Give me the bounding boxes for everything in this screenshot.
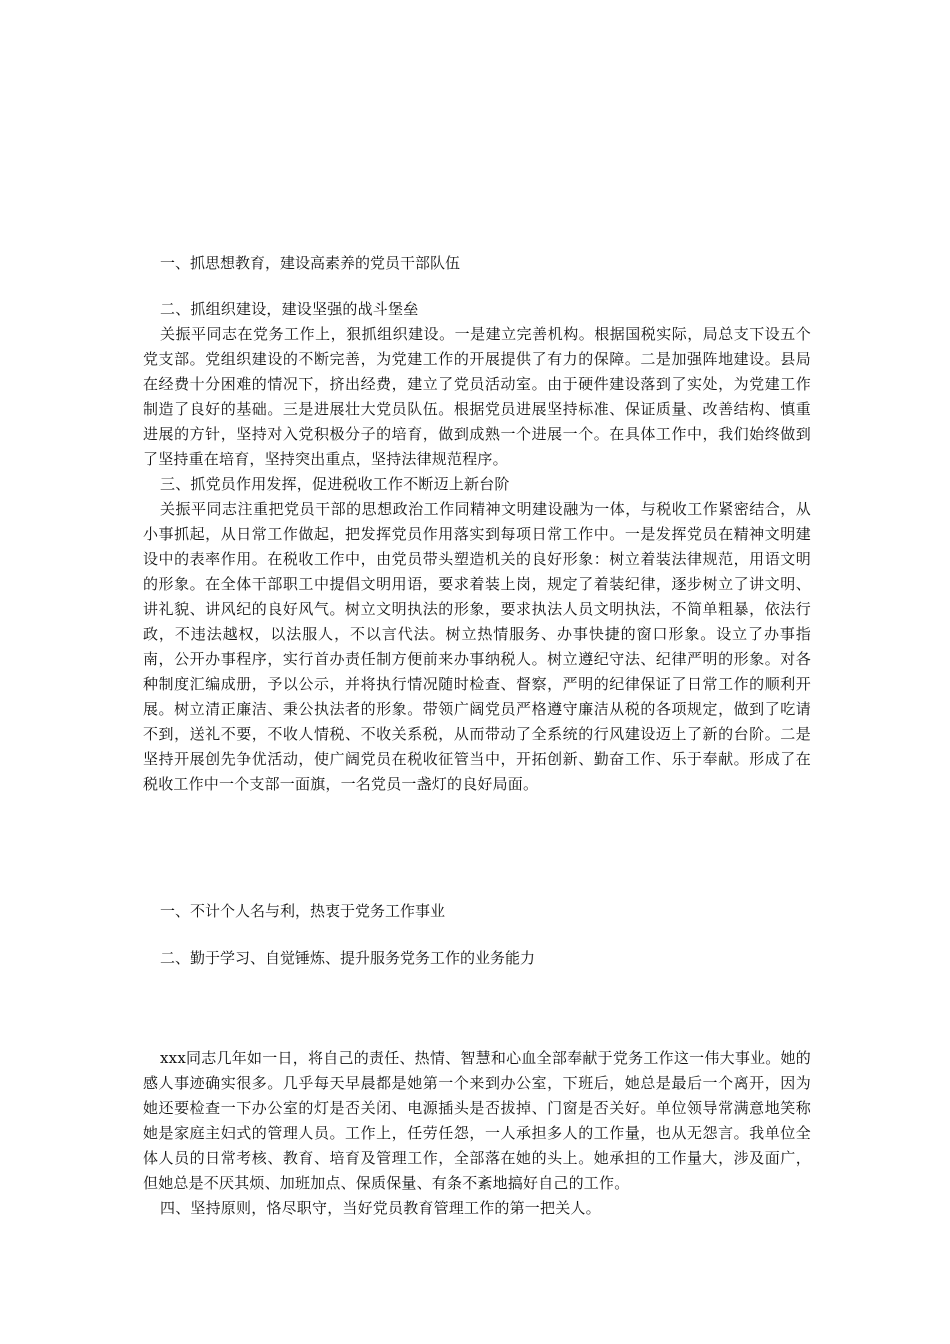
paragraph-organization: 关振平同志在党务工作上，狠抓组织建设。一是建立完善机构。根据国税实际，局总支下设五个党支部。党组织建设的不断完善，为党建工作的开展提供了有力的保障。二是加强阵地建设。县局在经费十分困难的情况下，挤出经费，建立了党员活动室。由于硬件建设落到了实处，为党建工作制造了良好的基础。三是进展壮大党员队伍。根据党员进展坚持标准、保证质量、改善结构、慎重进展的方针，坚持对入党积极分子的培育，做到成熟一个进展一个。在具体工作中，我们始终做到了坚持重在培育，坚持突出重点，坚持法律规范程序。 [143, 325, 811, 468]
section-heading-personal: 一、不计个人名与利，热衷于党务工作事业 [160, 902, 446, 920]
section-heading-2: 二、抓组织建设，建设坚强的战斗堡垒 [160, 300, 419, 318]
paragraph-party-role: 关振平同志注重把党员干部的思想政治工作同精神文明建设融为一体，与税收工作紧密结合，从小事抓起，从日常工作做起，把发挥党员作用落实到每项日常工作中。一是发挥党员在精神文明建设中的表率作用。在税收工作中，由党员带头塑造机关的良好形象：树立着装法律规范，用语文明的形象。在全体干部职工中提倡文明用语，要求着装上岗，规定了着装纪律，逐步树立了讲文明、讲礼貌、讲风纪的良好风气。树立文明执法的形象，要求执法人员文明执法，不简单粗暴，依法行政，不违法越权，以法服人，不以言代法。树立热情服务、办事快捷的窗口形象。设立了办事指南，公开办事程序，实行首办责任制方便前来办事纳税人。树立遵纪守法、纪律严明的形象。对各种制度汇编成册，予以公示，并将执行情况随时检查、督察，严明的纪律保证了日常工作的顺利开展。树立清正廉洁、秉公执法者的形象。带领广阔党员严格遵守廉洁从税的各项规定，做到了吃请不到，送礼不要，不收人情税、不收关系税，从而带动了全系统的行风建设迈上了新的台阶。二是坚持开展创先争优活动，使广阔党员在税收征管当中，开拓创新、勤奋工作、乐于奉献。形成了在税收工作中一个支部一面旗，一名党员一盏灯的良好局面。 [143, 500, 811, 793]
section-heading-3: 三、抓党员作用发挥，促进税收工作不断迈上新台阶 [160, 475, 510, 493]
section-heading-study: 二、勤于学习、自觉锤炼、提升服务党务工作的业务能力 [160, 949, 536, 967]
section-block-xxx [143, 1046, 811, 1221]
section-heading-4: 四、坚持原则，恪尽职守，当好党员教育管理工作的第一把关人。 [160, 1199, 601, 1217]
section-heading-1: 一、抓思想教育，建设高素养的党员干部队伍 [160, 254, 461, 272]
section-block-2 [143, 297, 811, 797]
paragraph-xxx: xxx同志几年如一日，将自己的责任、热情、智慧和心血全部奉献于党务工作这一伟大事业。她的感人事迹确实很多。几乎每天早晨都是她第一个来到办公室，下班后，她总是最后一个离开，因为她还要检查一下办公室的灯是否关闭、电源插头是否拔掉、门窗是否关好。单位领导常满意地笑称她是家庭主妇式的管理人员。工作上，任劳任怨，一人承担多人的工作量，也从无怨言。我单位全体人员的日常考核、教育、培育及管理工作，全部落在她的头上。她承担的工作量大，涉及面广，但她总是不厌其烦、加班加点、保质保量、有条不紊地搞好自己的工作。 [143, 1049, 811, 1192]
